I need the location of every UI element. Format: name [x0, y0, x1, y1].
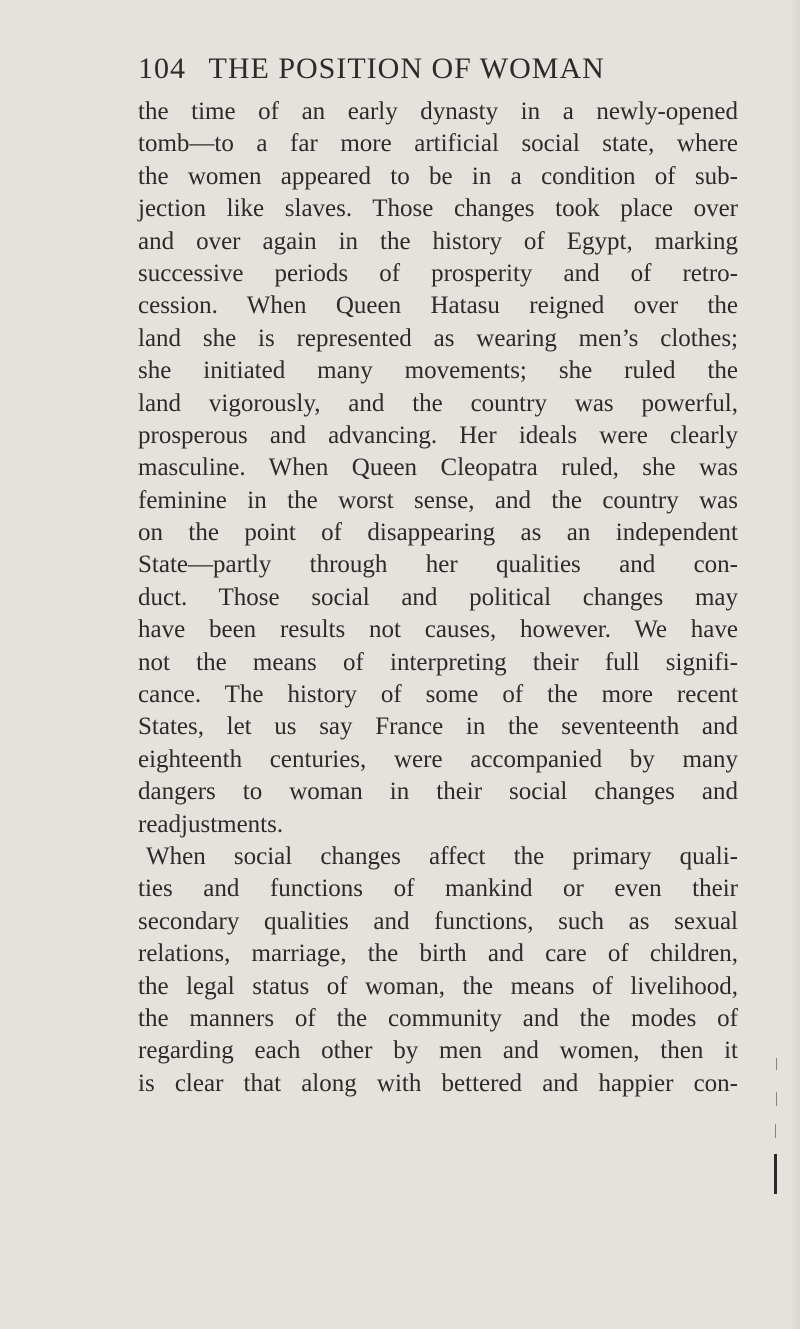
text-line: State—partly through her qualities and con-	[138, 551, 738, 579]
text-line: cession. When Queen Hatasu reigned over the	[138, 292, 738, 320]
running-head	[138, 52, 738, 92]
binding-shadow-mark	[774, 1154, 777, 1194]
paragraph-start-line: When social changes affect the primary quali-	[146, 842, 738, 870]
text-line: States, let us say France in the seventeenth and	[138, 713, 738, 741]
text-line: have been results not causes, however. We have	[138, 616, 738, 644]
text-line: dangers to woman in their social changes and	[138, 778, 738, 806]
text-line: is clear that along with bettered and happier con-	[138, 1069, 738, 1097]
text-line: the time of an early dynasty in a newly-opened	[138, 98, 738, 125]
text-line: the manners of the community and the modes of	[138, 1004, 738, 1032]
text-line: and over again in the history of Egypt, marking	[138, 227, 738, 255]
text-line: masculine. When Queen Cleopatra ruled, she was	[138, 454, 738, 482]
running-title: THE POSITION OF WOMAN	[208, 52, 605, 85]
page-edge-shadow	[790, 0, 800, 1329]
text-line: duct. Those social and political changes may	[138, 583, 738, 611]
text-line: eighteenth centuries, were accompanied by many	[138, 745, 738, 773]
text-line: jection like slaves. Those changes took place over	[138, 195, 738, 223]
text-line: successive periods of prosperity and of retro-	[138, 259, 738, 287]
text-line: relations, marriage, the birth and care of children,	[138, 940, 738, 968]
text-line: regarding each other by men and women, then it	[138, 1037, 738, 1065]
text-line: the legal status of woman, the means of livelihood,	[138, 972, 738, 1000]
text-line: land vigorously, and the country was powerful,	[138, 389, 738, 417]
text-line: prosperous and advancing. Her ideals were clearly	[138, 421, 738, 449]
text-line: land she is represented as wearing men’s clothes;	[138, 324, 738, 352]
text-line: ties and functions of mankind or even their	[138, 875, 738, 903]
body-text	[138, 96, 738, 1100]
binding-shadow-mark	[775, 1124, 776, 1138]
binding-shadow-mark	[776, 1092, 777, 1106]
binding-shadow-mark	[776, 1058, 777, 1070]
page-number: 104	[138, 52, 186, 85]
text-line: not the means of interpreting their full signifi-	[138, 648, 738, 676]
text-line: secondary qualities and functions, such as sexual	[138, 907, 738, 935]
text-line: the women appeared to be in a condition of sub-	[138, 162, 738, 190]
text-line: she initiated many movements; she ruled the	[138, 357, 738, 385]
text-line: cance. The history of some of the more recent	[138, 681, 738, 709]
paragraph-end-line: readjustments.	[138, 810, 284, 838]
text-line: feminine in the worst sense, and the country was	[138, 486, 738, 514]
text-line: tomb—to a far more artificial social state, where	[138, 130, 738, 158]
text-line: on the point of disappearing as an independent	[138, 519, 738, 547]
